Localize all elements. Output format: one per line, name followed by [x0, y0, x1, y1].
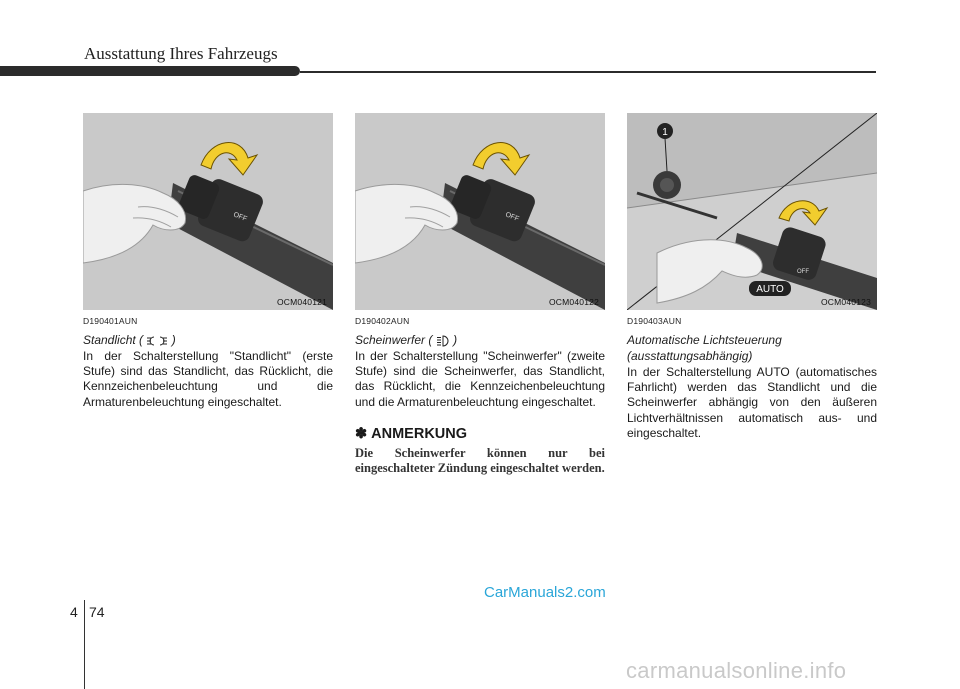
section-code: D190401AUN	[83, 316, 138, 326]
curved-arrow-icon	[201, 143, 257, 175]
section-subtitle	[355, 333, 605, 347]
page-number: 74	[89, 604, 105, 620]
figure-headlight	[355, 113, 605, 310]
section-parking-light	[83, 316, 333, 410]
figure-code: OCM040121	[277, 297, 327, 307]
note-heading-text: ANMERKUNG	[371, 425, 468, 442]
section-auto-light	[627, 316, 877, 441]
page-section-number: 4	[70, 604, 78, 620]
section-subtitle-line1: Automatische Lichtsteuerung	[627, 333, 782, 347]
parking-light-icon	[146, 335, 168, 347]
figure-code: OCM040122	[549, 297, 599, 307]
auto-label-text: AUTO	[756, 284, 784, 295]
section-headlight	[355, 316, 605, 476]
subtitle-suffix: )	[171, 333, 176, 347]
subtitle-prefix: Standlicht (	[83, 333, 144, 347]
header-rule	[300, 71, 876, 73]
watermark-bottom[interactable]: carmanualsonline.info	[626, 658, 847, 683]
note-heading	[355, 426, 605, 442]
subtitle-prefix: Scheinwerfer (	[355, 333, 433, 347]
section-code: D190403AUN	[627, 316, 682, 326]
watermark-top[interactable]: CarManuals2.com	[484, 584, 606, 601]
subtitle-suffix: )	[453, 333, 458, 347]
footer-divider	[84, 600, 85, 689]
headlight-icon	[436, 335, 450, 347]
section-subtitle	[83, 333, 333, 347]
svg-text:OFF: OFF	[232, 211, 248, 224]
figure-auto-light	[627, 113, 877, 310]
section-body: In der Schalterstellung AUTO (automatisches Fahrlicht) werden das Standlicht und die Scheinwerfer abhängig von den äußeren Lichtverhältnissen automatisch aus- und eingeschaltet.	[627, 365, 877, 440]
header-bar	[0, 66, 300, 76]
section-subtitle-line2: (ausstattungsabhängig)	[627, 349, 753, 363]
svg-text:OFF: OFF	[504, 211, 520, 224]
section-code: D190402AUN	[355, 316, 410, 326]
section-body: In der Schalterstellung "Scheinwerfer" (zweite Stufe) sind die Scheinwerfer, das Standlicht, das Rücklicht, die Kennzeichenbeleuchtung und die Armaturenbeleuchtung eingeschaltet.	[355, 349, 605, 409]
page-header-title: Ausstattung Ihres Fahrzeugs	[84, 44, 278, 63]
note-body: Die Scheinwerfer können nur bei eingeschalteter Zündung eingeschaltet werden.	[355, 445, 605, 475]
svg-text:OFF: OFF	[797, 269, 809, 275]
figure-parking-light	[83, 113, 333, 310]
figure-code: OCM040123	[821, 297, 871, 307]
note-star-icon: ✽	[355, 425, 368, 442]
callout-number: 1	[662, 127, 668, 138]
auto-label	[749, 281, 791, 296]
section-body: In der Schalterstellung "Standlicht" (erste Stufe) sind das Standlicht, das Rücklicht, die Kennzeichenbeleuchtung und die Armaturenbeleuchtung eingeschaltet.	[83, 349, 333, 409]
curved-arrow-icon	[473, 143, 529, 175]
